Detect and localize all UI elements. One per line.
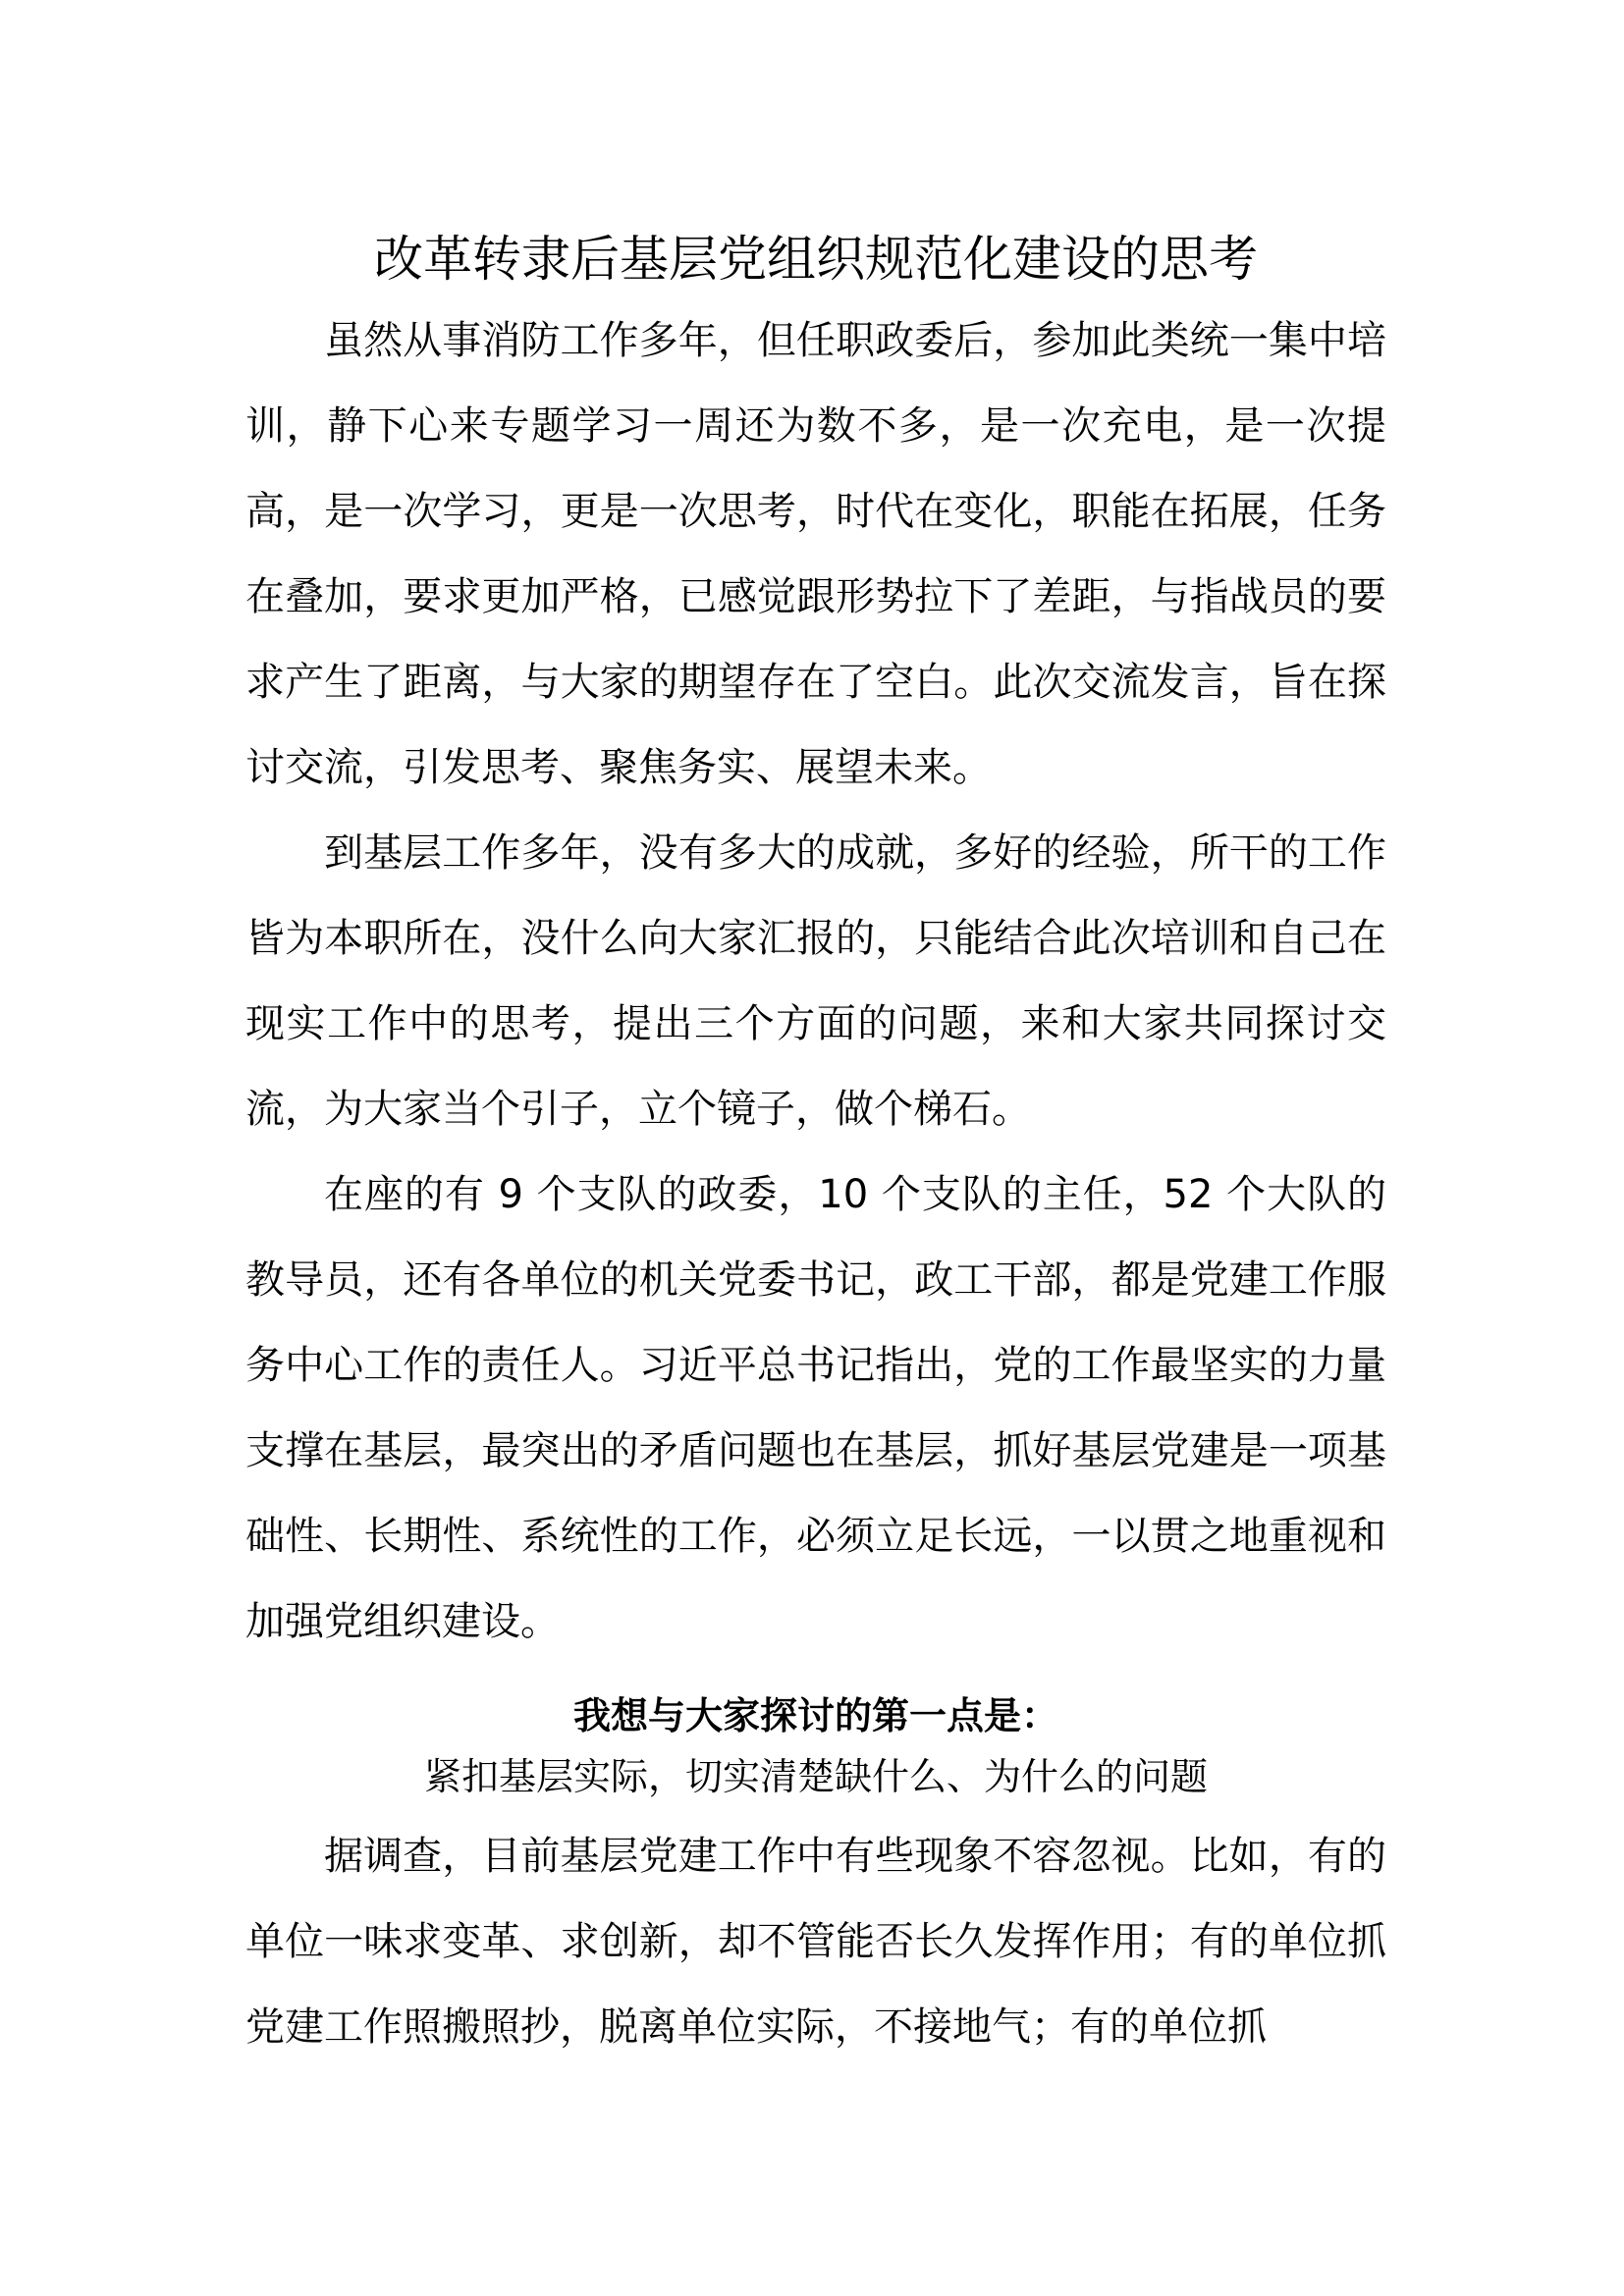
- section-heading: 我想与大家探讨的第一点是：: [572, 1694, 1058, 1737]
- section-subheading: 紧扣基层实际，切实清楚缺什么、为什么的问题: [423, 1755, 1208, 1798]
- paragraph-2: 到基层工作多年，没有多大的成就，多好的经验，所干的工作皆为本职所在，没什么向大家汇报的，只能结合此次培训和自己在现实工作中的思考，提出三个方面的问题，来和大家共同探讨交流，为大家当个引子，立个镜子，做个梯石。: [245, 830, 1386, 1132]
- paragraph-1: 虽然从事消防工作多年，但任职政委后，参加此类统一集中培训，静下心来专题学习一周还为数不多，是一次充电，是一次提高，是一次学习，更是一次思考，时代在变化，职能在拓展，任务在叠加，要求更加严格，已感觉跟形势拉下了差距，与指战员的要求产生了距离，与大家的期望存在了空白。此次交流发言，旨在探讨交流，引发思考、聚焦务实、展望未来。: [245, 318, 1386, 790]
- section-paragraph: 据调查，目前基层党建工作中有些现象不容忽视。比如，有的单位一味求变革、求创新，却不管能否长久发挥作用；有的单位抓党建工作照搬照抄，脱离单位实际，不接地气；有的单位抓: [245, 1834, 1386, 2050]
- document-title: 改革转隶后基层党组织规范化建设的思考: [374, 231, 1258, 288]
- document-body: [245, 220, 1386, 2070]
- paragraph-3: 在座的有 9 个支队的政委，10 个支队的主任，52 个大队的教导员，还有各单位的机关党委书记，政工干部，都是党建工作服务中心工作的责任人。习近平总书记指出，党的工作最坚实的力量支撑在基层，最突出的矛盾问题也在基层，抓好基层党建是一项基础性、长期性、系统性的工作，必须立足长远，一以贯之地重视和加强党组织建设。: [245, 1172, 1386, 1644]
